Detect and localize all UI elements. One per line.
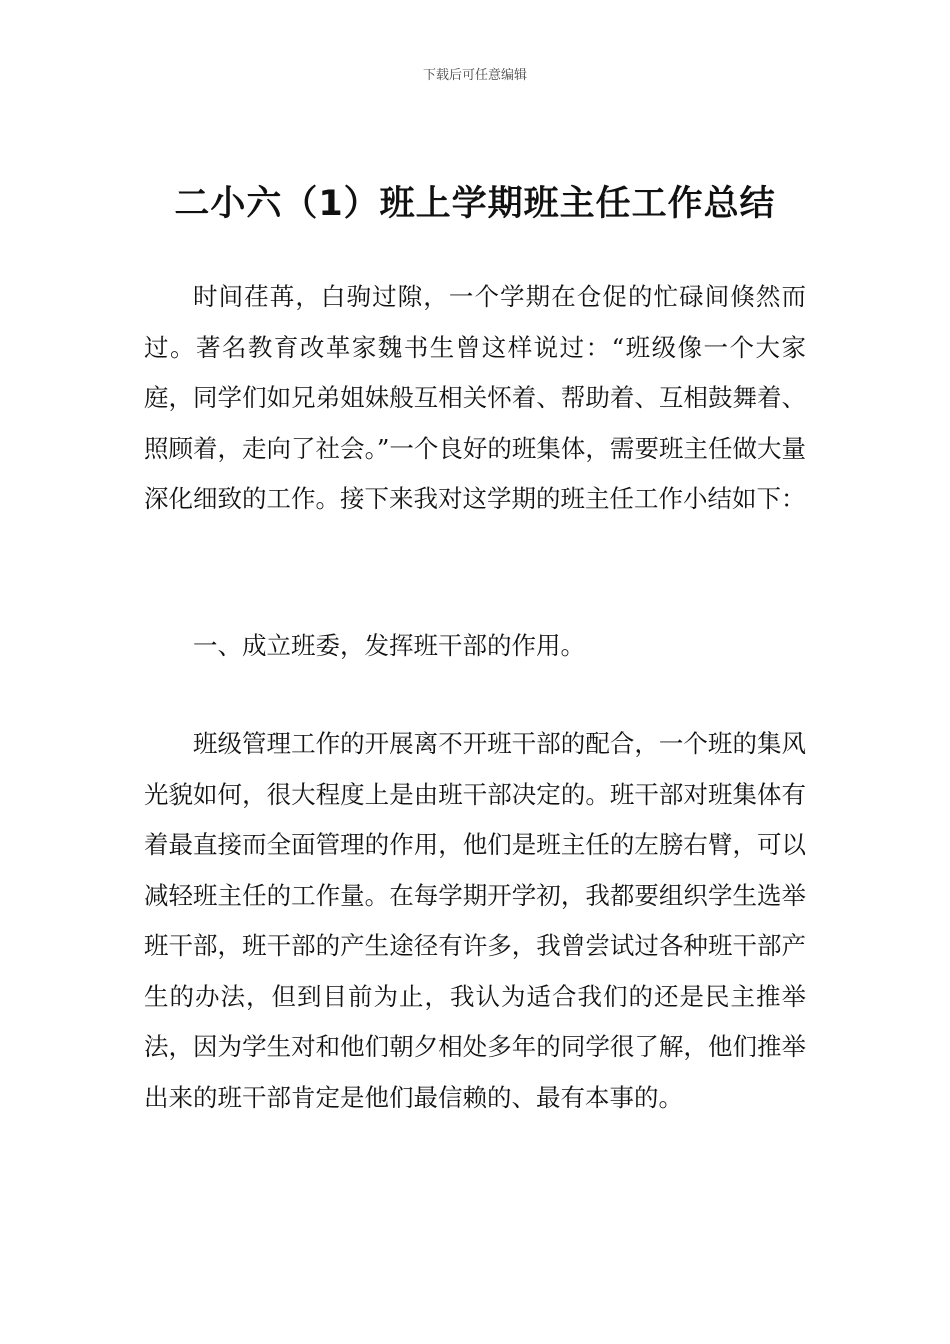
section-heading-1: 一、成立班委，发挥班干部的作用。 — [193, 631, 585, 660]
document-title: 二小六（1）班上学期班主任工作总结 — [174, 184, 776, 224]
paragraph-class-committee: 班级管理工作的开展离不开班干部的配合，一个班的集风光貌如何，很大程度上是由班干部决定的。班干部对班集体有着最直接而全面管理的作用，他们是班主任的左膀右臂，可以减轻班主任的工作量。在每学期开学初，我都要组织学生选举班干部，班干部的产生途径有许多，我曾尝试过各种班干部产生的办法，但到目前为止，我认为适合我们的还是民主推举法，因为学生对和他们朝夕相处多年的同学很了解，他们推举出来的班干部肯定是他们最信赖的、最有本事的。 — [144, 729, 806, 1112]
paragraph-intro: 时间荏苒，白驹过隙，一个学期在仓促的忙碌间倏然而过。著名教育改革家魏书生曾这样说过：“班级像一个大家庭，同学们如兄弟姐妹般互相关怀着、帮助着、互相鼓舞着、照顾着，走向了社会。”一个良好的班集体，需要班主任做大量深化细致的工作。接下来我对这学期的班主任工作小结如下： — [144, 282, 806, 513]
header-note: 下载后可任意编辑 — [422, 68, 527, 83]
